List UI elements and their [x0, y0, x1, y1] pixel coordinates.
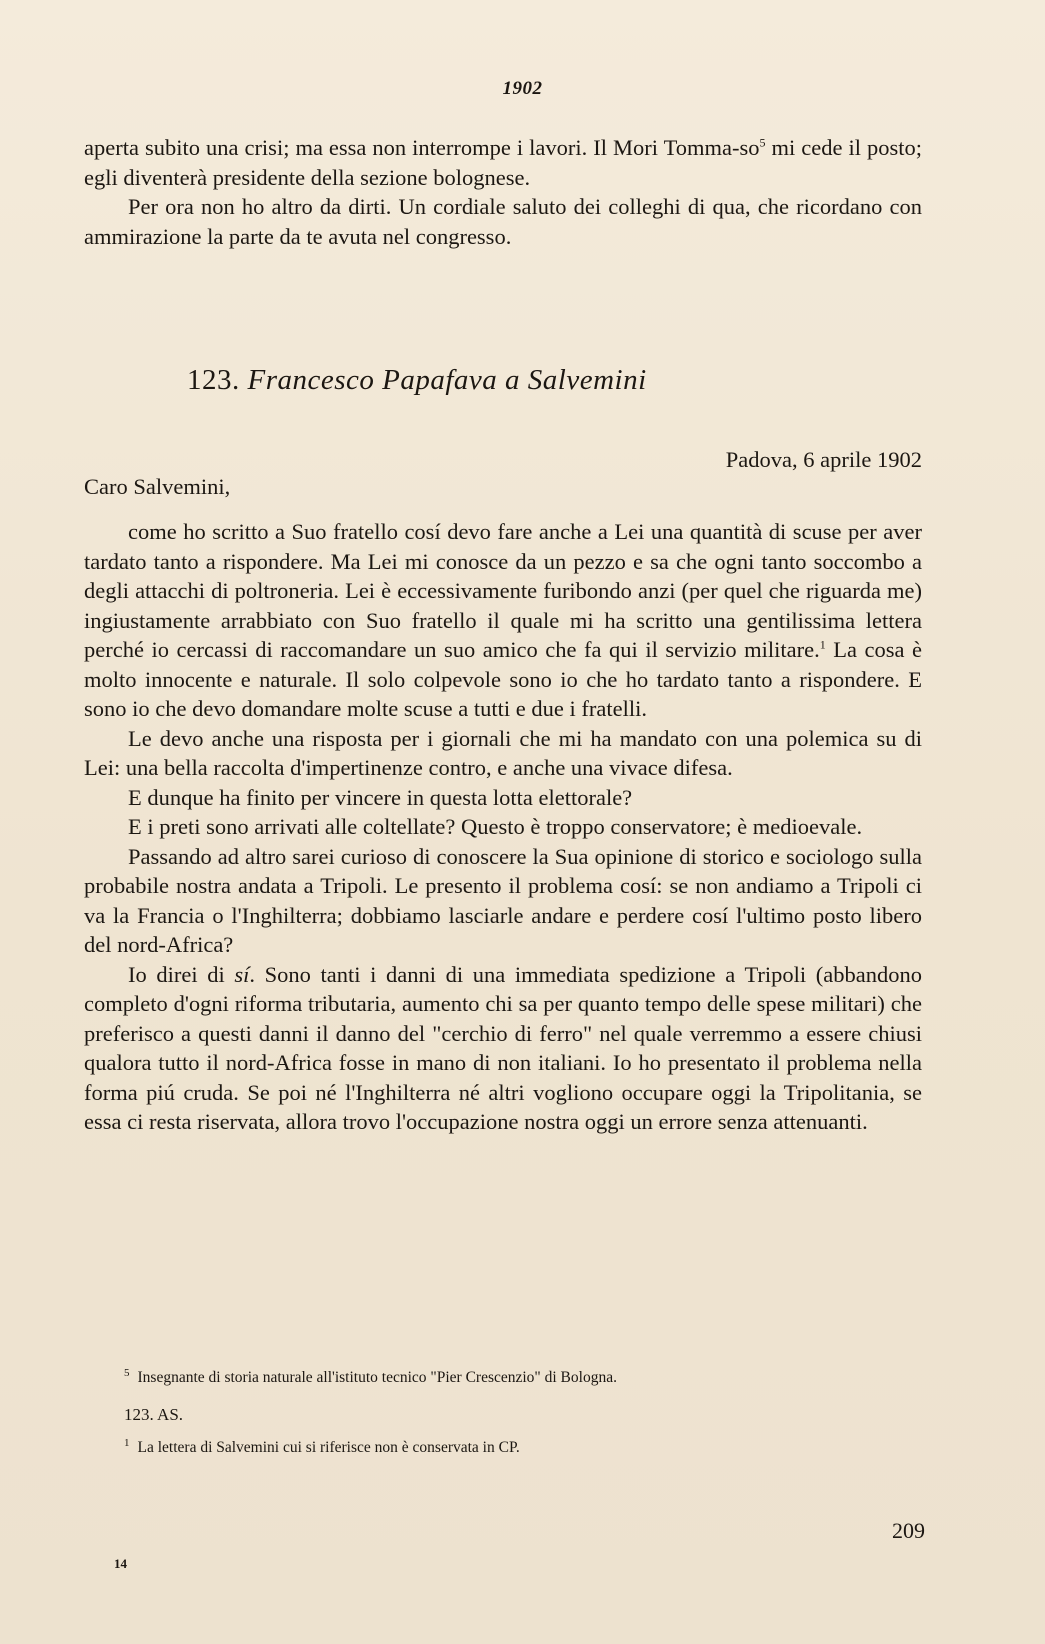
signature-mark: 14 — [114, 1556, 127, 1571]
letter-salutation: Caro Salvemini, — [84, 474, 231, 499]
previous-letter-ending — [84, 133, 922, 251]
letter-paragraph-5: Passando ad altro sarei curioso di conoscere la Sua opinione di storico e sociologo sulla probabile nostra andata a Tripoli. Le presento il problema cosí: se non andiamo a Tripoli ci va la Francia o l'Inghilterra; dobbiamo lasciarle andare e perdere cosí l'ultimo posto libero del nord-Africa? — [84, 843, 922, 957]
letter-paragraph-2: Le devo anche una risposta per i giornali che mi ha mandato con una polemica su di Lei: una bella raccolta d'impertinenze contro, e anche una vivace difesa. — [84, 725, 922, 780]
footnote-ref-1: 1 — [819, 637, 826, 652]
footnotes — [84, 1363, 922, 1458]
footnote-source: 123. AS. — [124, 1405, 184, 1425]
letter-paragraph-4: E i preti sono arrivati alle coltellate? Questo è troppo conservatore; è medioevale. — [128, 814, 863, 839]
letter-place-date: Padova, 6 aprile 1902 — [725, 447, 922, 472]
letter-paragraph-1: come ho scritto a Suo fratello cosí devo fare anche a Lei una quantità di scuse per aver tardato tanto a rispondere. Ma Lei mi conosce da un pezzo e sa che ogni tanto soccombo a degli attacchi di poltroneria. Lei è eccessivamente furibondo anzi (per quel che riguarda me) ingiustamente arrabbiato con Suo fratello il quale mi ha scritto una gentilissima lettera perché io cercassi di raccomandare un suo amico che fa qui il servizio militare.$^1$ La cosa è molto innocente e naturale. Il solo colpevole sono io che ho tardato tanto a rispondere. E sono io che devo domandare molte scuse a tutti e due i fratelli. — [84, 519, 922, 721]
footnote-1: $^1$ La lettera di Salvemini cui si riferisce non è conservata in CP. — [124, 1437, 520, 1457]
footnote-5: $^5$ Insegnante di storia naturale all'istituto tecnico "Pier Crescenzio" di Bologna. — [124, 1367, 617, 1387]
footnote-ref-5: 5 — [759, 135, 766, 150]
letter-paragraph-3: E dunque ha finito per vincere in questa lotta elettorale? — [128, 784, 633, 810]
continuation-paragraph-2: Per ora non ho altro da dirti. Un cordiale saluto dei colleghi di qua, che ricordano con ammirazione la parte da te avuta nel congresso. — [84, 194, 922, 249]
letter-title: Francesco Papafava a Salvemini — [247, 364, 647, 396]
page-number: 209 — [892, 1518, 925, 1543]
letter-number: 123. — [187, 364, 240, 396]
letter-body — [84, 517, 922, 1137]
letter-paragraph-6: Io direi di sí. Sono tanti i danni di una immediata spedizione a Tripoli (abbandono completo d'ogni riforma tributaria, aumento chi sa per quanto tempo delle spese militari) che preferisco a questi danni il danno del "cerchio di ferro" nel quale verremmo a essere chiusi qualora tutto il nord-Africa fosse in mano di non italiani. Io ho presentato il problema nella forma piú cruda. Se poi né l'Inghilterra né altri vogliono occupare oggi la Tripolitania, se essa ci resta riservata, allora trovo l'occupazione nostra oggi un errore senza attenuanti. — [84, 961, 922, 1134]
running-header: 1902 — [502, 78, 543, 99]
continuation-paragraph-1: aperta subito una crisi; ma essa non interrompe i lavori. Il Mori Tomma-$so^5$ mi cede il posto; egli diventerà presidente della sezione bolognese. — [84, 135, 922, 190]
letter-heading — [187, 364, 647, 397]
